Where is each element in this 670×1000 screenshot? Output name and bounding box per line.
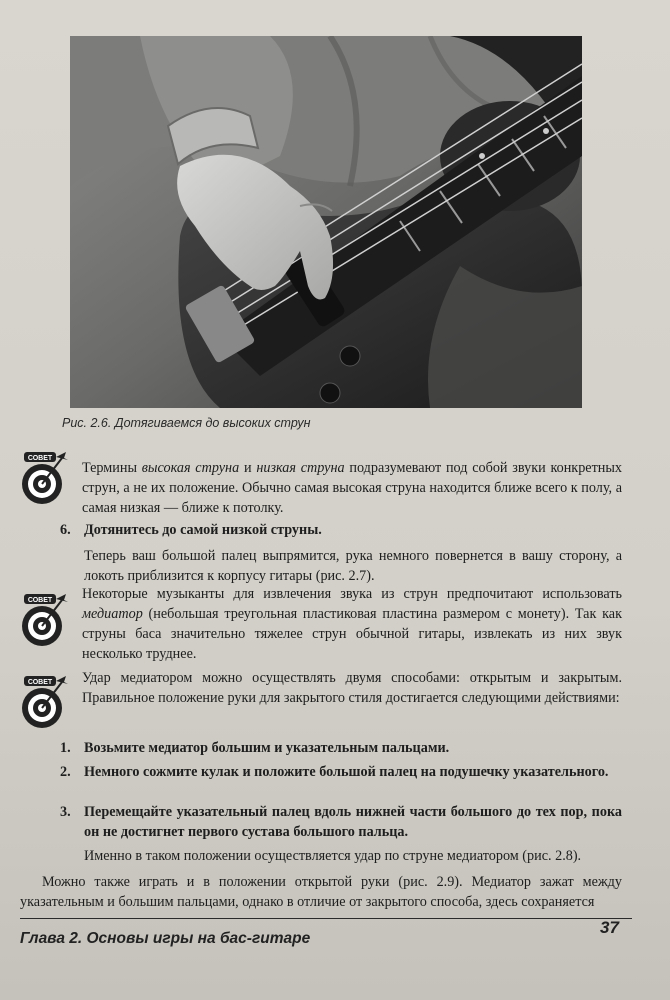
tip-text: (небольшая треугольная пластиковая пластина размером с монету). Так как струны баса значительно тяжелее струн обычной гитары, извлекать из них звук несколько труднее.	[82, 606, 622, 662]
step-number: 3.	[60, 804, 71, 820]
tip-badge-label: СОВЕТ	[27, 679, 53, 686]
step-text: Дотянитесь до самой низкой струны.	[84, 522, 322, 538]
page-number: 37	[600, 918, 619, 937]
tip-target-icon	[18, 674, 70, 730]
step-number: 6.	[60, 522, 71, 538]
step-item	[60, 762, 622, 802]
step-number: 1.	[60, 740, 71, 756]
step-detail: Именно в таком положении осуществляется удар по струне медиатором (рис. 2.8).	[84, 848, 582, 864]
footer-chapter-title: Глава 2. Основы игры на бас-гитаре	[20, 930, 311, 947]
figure-caption: Рис. 2.6. Дотягиваемся до высоких струн	[62, 416, 311, 430]
step-text: Перемещайте указательный палец вдоль нижней части большого до тех пор, пока он не достигнет первого сустава большого пальца.	[84, 804, 622, 840]
figure-photo	[70, 36, 582, 408]
tip-paragraph: Удар медиатором можно осуществлять двумя способами: открытым и закрытым. Правильное положение руки для закрытого стиля достигается следующими действиями:	[82, 670, 622, 706]
step-item	[60, 802, 622, 842]
term-pick: медиатор	[82, 606, 143, 622]
tip-text: Термины	[82, 460, 142, 476]
tip-badge-label: СОВЕТ	[27, 597, 53, 604]
tip-paragraph	[82, 458, 622, 518]
tip-text: подразумевают под собой звуки конкретных струн, а не их положение. Обычно самая высокая струна находится ближе всего к полу, а самая низкая — ближе к потолку.	[82, 460, 623, 516]
step-text: Возьмите медиатор большим и указательным пальцами.	[84, 740, 450, 756]
step-text: Немного сожмите кулак и положите большой палец на подушечку указательного.	[84, 764, 609, 780]
footer-rule	[20, 918, 632, 919]
term-high-string: высокая струна	[141, 460, 240, 476]
step-detail: Теперь ваш большой палец выпрямится, рука немного повернется в вашу сторону, а локоть приблизится к корпусу гитары (рис. 2.7).	[84, 548, 622, 584]
term-low-string: низкая струна	[256, 460, 345, 476]
step-number: 2.	[60, 764, 71, 780]
tip-text: Некоторые музыканты для извлечения звука из струн предпочитают использовать	[82, 586, 622, 602]
tip-badge-label: СОВЕТ	[27, 455, 53, 462]
tip-target-icon	[18, 592, 70, 648]
body-paragraph: Можно также играть и в положении открытой руки (рис. 2.9). Медиатор зажат между указательным и большим пальцами, однако в отличие от закрытого способа, здесь сохраняется	[20, 874, 622, 910]
tip-target-icon	[18, 450, 70, 506]
tip-paragraph	[82, 584, 622, 664]
bass-guitar-photo	[70, 36, 582, 408]
tip-text: и	[239, 460, 257, 476]
